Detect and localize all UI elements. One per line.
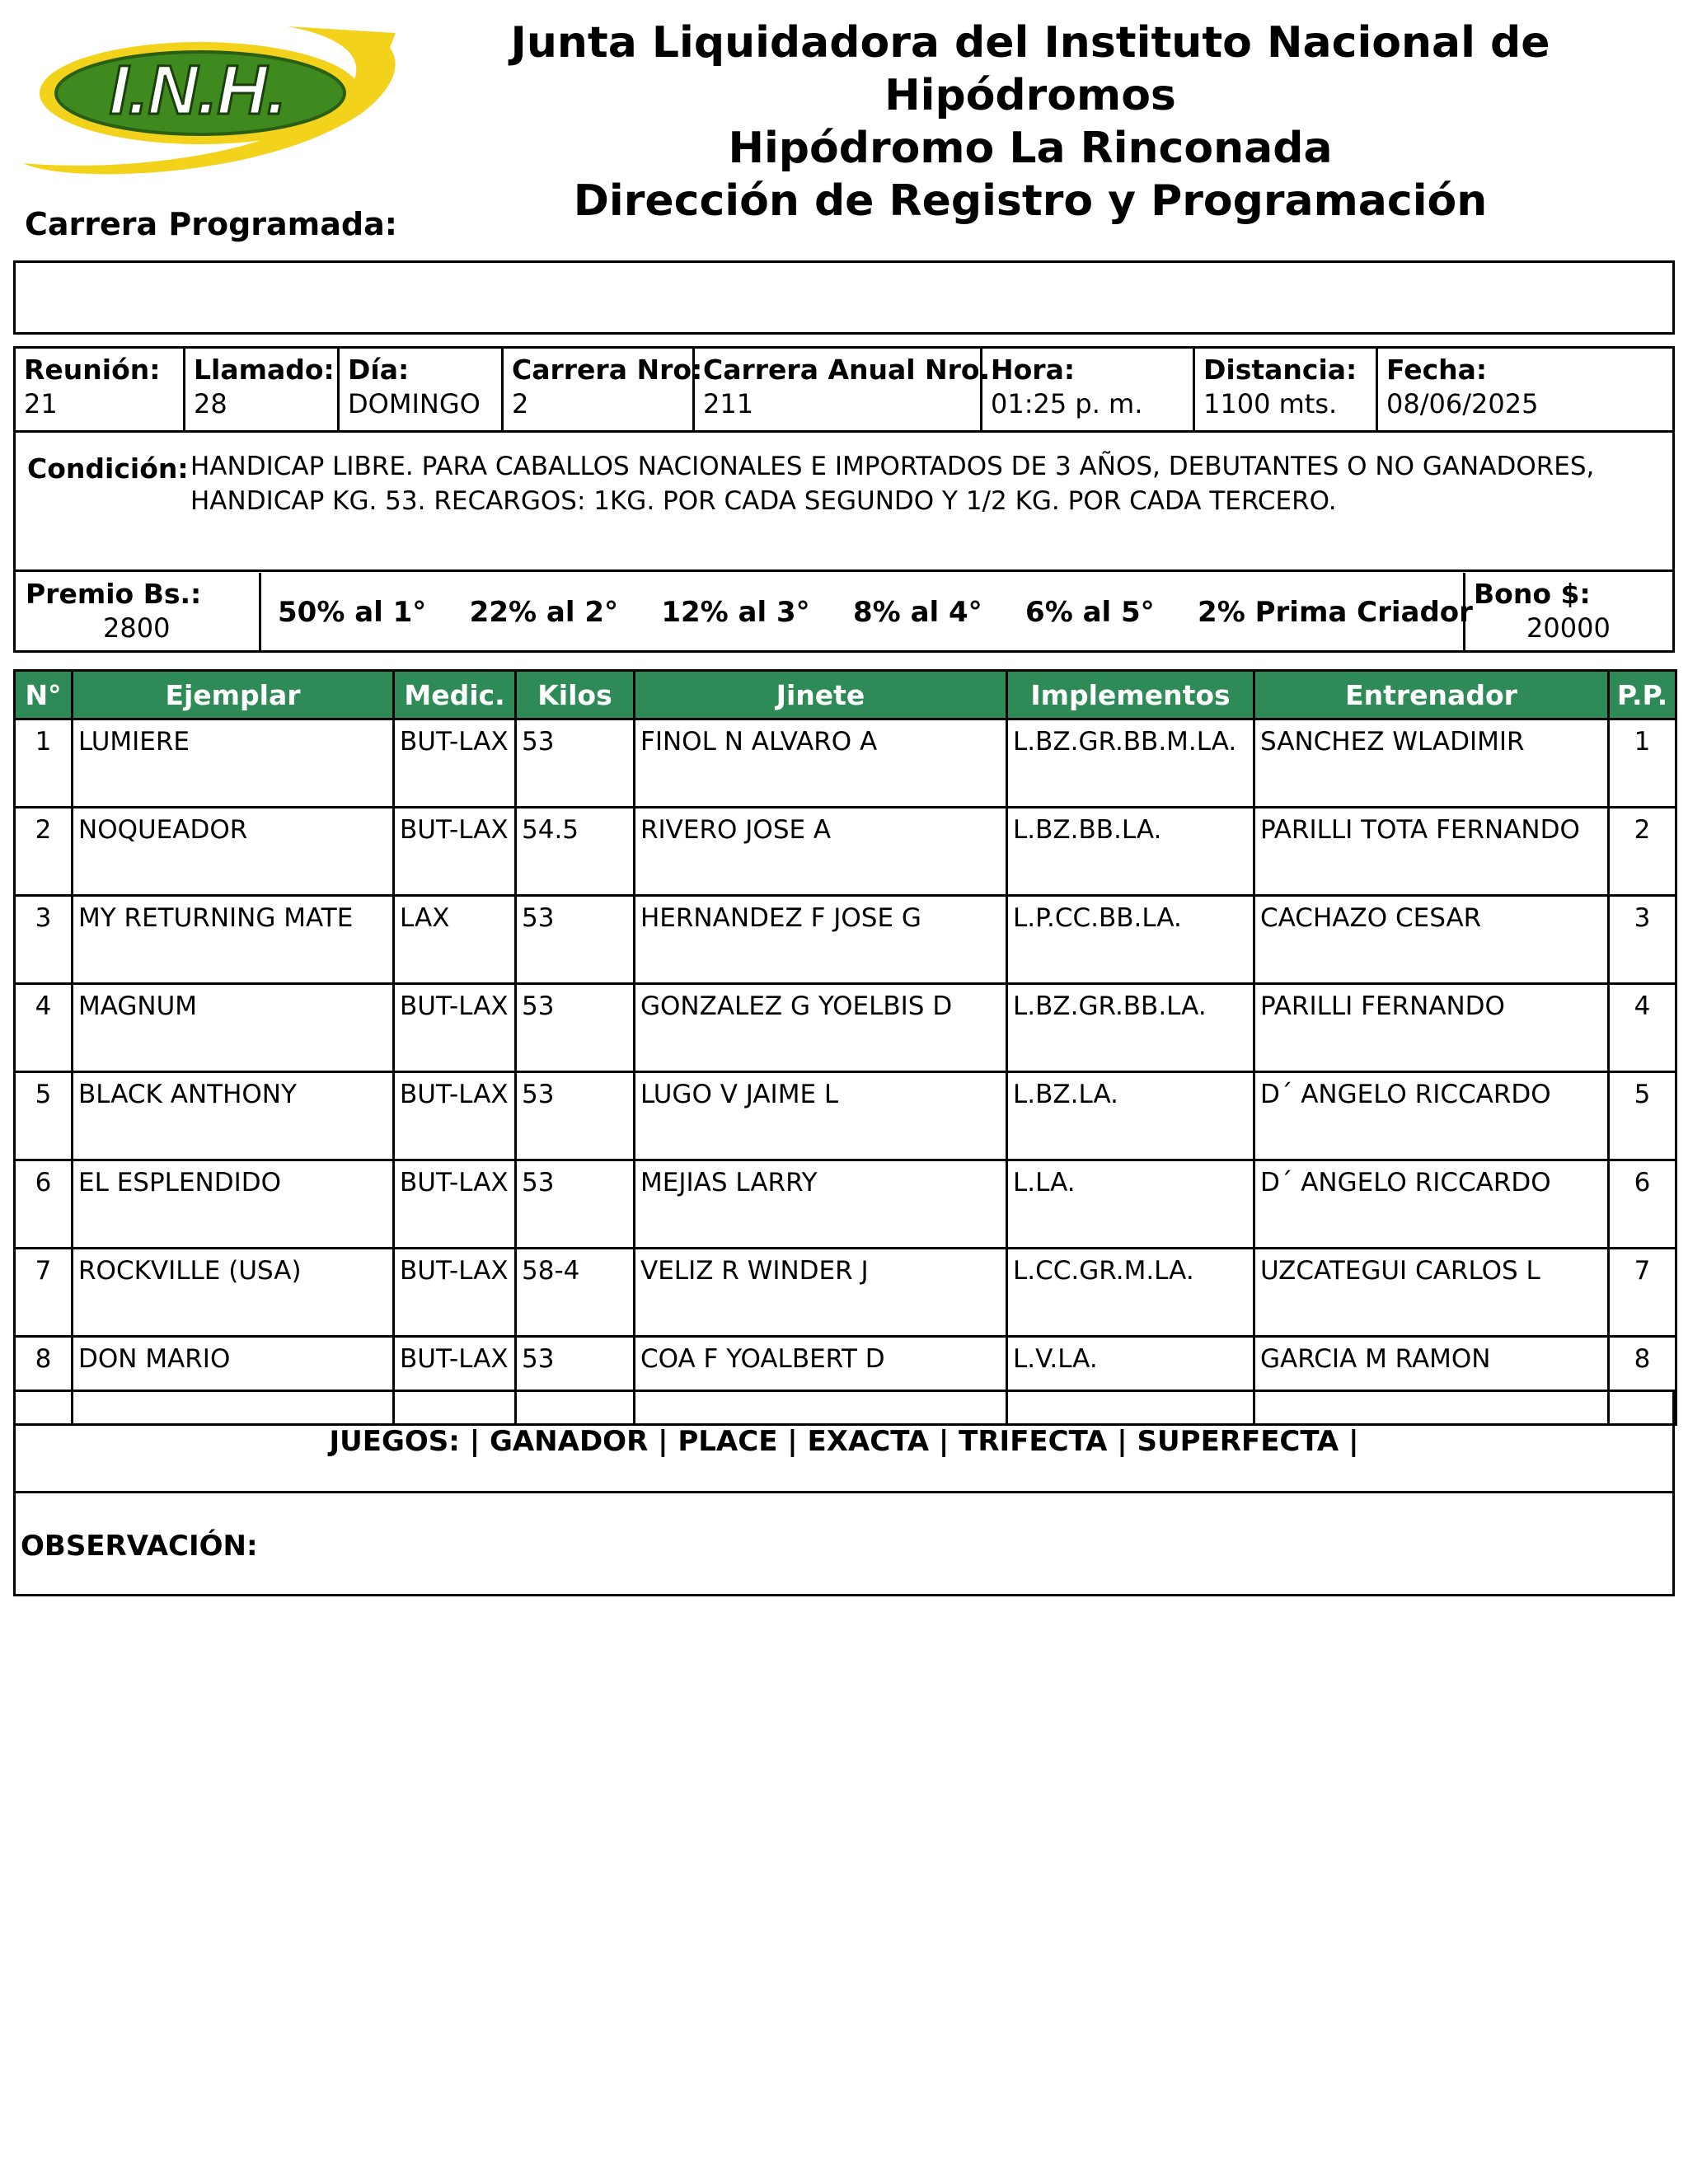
- table-row: [15, 1072, 1676, 1160]
- divider: [16, 569, 1672, 572]
- prize-splits: [278, 596, 1473, 629]
- logo-text: I.N.H.: [109, 51, 287, 129]
- inh-logo: [15, 15, 402, 180]
- cell-numero: 4: [15, 984, 73, 1072]
- cell-medic: BUT-LAX: [394, 808, 516, 896]
- header-line-3: Dirección de Registro y Programación: [573, 176, 1488, 226]
- carrera-programada-label: Carrera Programada:: [25, 206, 397, 242]
- cell-implementos: L.BZ.BB.LA.: [1007, 808, 1254, 896]
- bono-cell: [1463, 573, 1672, 653]
- cell-implementos: L.BZ.LA.: [1007, 1072, 1254, 1160]
- col-header-entrenador: Entrenador: [1254, 671, 1609, 719]
- premio-label: Premio Bs.:: [26, 578, 202, 610]
- cell-kilos: 54.5: [516, 808, 635, 896]
- premio-cell: [16, 573, 261, 653]
- hora-value: 01:25 p. m.: [991, 388, 1143, 419]
- col-header-kilos: Kilos: [516, 671, 635, 719]
- hora-label: Hora:: [991, 354, 1076, 386]
- dia-label: Día:: [348, 354, 410, 386]
- table-row: [15, 896, 1676, 984]
- table-row: [15, 719, 1676, 808]
- cell-entrenador: PARILLI TOTA FERNANDO: [1254, 808, 1609, 896]
- juegos-text: JUEGOS: | GANADOR | PLACE | EXACTA | TRIFECTA | SUPERFECTA |: [329, 1425, 1359, 1458]
- table-header-row: [15, 671, 1676, 719]
- col-header-ejemplar: Ejemplar: [73, 671, 394, 719]
- cell-pp: 4: [1609, 984, 1676, 1072]
- condicion-text: [190, 449, 1641, 518]
- carrera-nro-value: 2: [512, 388, 529, 419]
- dia-cell: [340, 349, 504, 433]
- cell-ejemplar: NOQUEADOR: [73, 808, 394, 896]
- cell-pp: 7: [1609, 1249, 1676, 1337]
- table-row: [15, 1249, 1676, 1337]
- hora-cell: [982, 349, 1195, 433]
- llamado-label: Llamado:: [194, 354, 335, 386]
- carrera-anual-cell: [695, 349, 1001, 433]
- document-header: [387, 16, 1673, 227]
- cell-entrenador: D´ ANGELO RICCARDO: [1254, 1072, 1609, 1160]
- distancia-label: Distancia:: [1203, 354, 1357, 386]
- cell-ejemplar: BLACK ANTHONY: [73, 1072, 394, 1160]
- split-4: 8% al 4°: [853, 596, 982, 629]
- bono-value: 20000: [1526, 612, 1611, 644]
- carrera-nro-label: Carrera Nro:: [512, 354, 703, 386]
- cell-entrenador: CACHAZO CESAR: [1254, 896, 1609, 984]
- cell-pp: 6: [1609, 1160, 1676, 1249]
- cell-medic: BUT-LAX: [394, 1160, 516, 1249]
- fecha-label: Fecha:: [1386, 354, 1488, 386]
- cell-implementos: L.V.LA.: [1007, 1337, 1254, 1425]
- cell-jinete: COA F YOALBERT D: [635, 1337, 1007, 1425]
- cell-numero: 1: [15, 719, 73, 808]
- cell-kilos: 53: [516, 896, 635, 984]
- divider: [16, 430, 1672, 433]
- observacion-box: [13, 1491, 1675, 1596]
- cell-kilos: 53: [516, 1337, 635, 1425]
- llamado-cell: [185, 349, 340, 433]
- cell-numero: 5: [15, 1072, 73, 1160]
- cell-implementos: L.P.CC.BB.LA.: [1007, 896, 1254, 984]
- carrera-anual-label: Carrera Anual Nro.:: [703, 354, 1001, 386]
- cell-medic: BUT-LAX: [394, 1072, 516, 1160]
- cell-pp: 5: [1609, 1072, 1676, 1160]
- carrera-programada-box: [13, 260, 1675, 335]
- cell-implementos: L.BZ.GR.BB.M.LA.: [1007, 719, 1254, 808]
- cell-kilos: 58-4: [516, 1249, 635, 1337]
- cell-ejemplar: LUMIERE: [73, 719, 394, 808]
- cell-jinete: GONZALEZ G YOELBIS D: [635, 984, 1007, 1072]
- table-row: [15, 808, 1676, 896]
- col-header-numero: N°: [15, 671, 73, 719]
- split-3: 12% al 3°: [661, 596, 810, 629]
- cell-ejemplar: EL ESPLENDIDO: [73, 1160, 394, 1249]
- cell-pp: 2: [1609, 808, 1676, 896]
- premio-value: 2800: [103, 612, 171, 644]
- cell-ejemplar: MAGNUM: [73, 984, 394, 1072]
- cell-implementos: L.LA.: [1007, 1160, 1254, 1249]
- condicion-line-2: HANDICAP KG. 53. RECARGOS: 1KG. POR CADA SEGUNDO Y 1/2 KG. POR CADA TERCERO.: [190, 486, 1337, 516]
- cell-pp: 8: [1609, 1337, 1676, 1425]
- col-header-implementos: Implementos: [1007, 671, 1254, 719]
- cell-entrenador: GARCIA M RAMON: [1254, 1337, 1609, 1425]
- split-prima-criador: 2% Prima Criador: [1198, 596, 1473, 629]
- cell-implementos: L.BZ.GR.BB.LA.: [1007, 984, 1254, 1072]
- cell-ejemplar: MY RETURNING MATE: [73, 896, 394, 984]
- juegos-box: [13, 1390, 1675, 1493]
- condicion-line-1: HANDICAP LIBRE. PARA CABALLOS NACIONALES E IMPORTADOS DE 3 AÑOS, DEBUTANTES O NO GANADORES,: [190, 452, 1595, 481]
- header-line-1: Junta Liquidadora del Instituto Nacional de Hipódromos: [510, 18, 1550, 120]
- cell-kilos: 53: [516, 1072, 635, 1160]
- cell-medic: BUT-LAX: [394, 719, 516, 808]
- cell-kilos: 53: [516, 1160, 635, 1249]
- observacion-label: OBSERVACIÓN:: [21, 1530, 258, 1563]
- col-header-medic: Medic.: [394, 671, 516, 719]
- distancia-value: 1100 mts.: [1203, 388, 1338, 419]
- header-line-2: Hipódromo La Rinconada: [728, 124, 1333, 173]
- cell-jinete: HERNANDEZ F JOSE G: [635, 896, 1007, 984]
- reunion-label: Reunión:: [24, 354, 161, 386]
- split-1: 50% al 1°: [278, 596, 427, 629]
- llamado-value: 28: [194, 388, 227, 419]
- cell-kilos: 53: [516, 984, 635, 1072]
- cell-entrenador: D´ ANGELO RICCARDO: [1254, 1160, 1609, 1249]
- reunion-cell: [16, 349, 185, 433]
- reunion-value: 21: [24, 388, 58, 419]
- cell-kilos: 53: [516, 719, 635, 808]
- cell-numero: 8: [15, 1337, 73, 1425]
- distancia-cell: [1195, 349, 1378, 433]
- bono-label: Bono $:: [1474, 578, 1591, 610]
- cell-jinete: MEJIAS LARRY: [635, 1160, 1007, 1249]
- entries-table: [13, 669, 1677, 1426]
- split-5: 6% al 5°: [1025, 596, 1155, 629]
- cell-ejemplar: ROCKVILLE (USA): [73, 1249, 394, 1337]
- cell-numero: 3: [15, 896, 73, 984]
- cell-entrenador: PARILLI FERNANDO: [1254, 984, 1609, 1072]
- carrera-nro-cell: [504, 349, 703, 433]
- cell-entrenador: UZCATEGUI CARLOS L: [1254, 1249, 1609, 1337]
- cell-medic: BUT-LAX: [394, 1249, 516, 1337]
- cell-jinete: VELIZ R WINDER J: [635, 1249, 1007, 1337]
- cell-pp: 3: [1609, 896, 1676, 984]
- cell-medic: BUT-LAX: [394, 984, 516, 1072]
- cell-numero: 2: [15, 808, 73, 896]
- cell-jinete: LUGO V JAIME L: [635, 1072, 1007, 1160]
- cell-medic: BUT-LAX: [394, 1337, 516, 1425]
- table-row: [15, 984, 1676, 1072]
- fecha-cell: [1378, 349, 1672, 433]
- col-header-pp: P.P.: [1609, 671, 1676, 719]
- cell-jinete: FINOL N ALVARO A: [635, 719, 1007, 808]
- cell-numero: 7: [15, 1249, 73, 1337]
- dia-value: DOMINGO: [348, 388, 481, 419]
- fecha-value: 08/06/2025: [1386, 388, 1539, 419]
- race-info-box: [13, 346, 1675, 653]
- split-2: 22% al 2°: [469, 596, 618, 629]
- cell-entrenador: SANCHEZ WLADIMIR: [1254, 719, 1609, 808]
- cell-ejemplar: DON MARIO: [73, 1337, 394, 1425]
- cell-medic: LAX: [394, 896, 516, 984]
- cell-numero: 6: [15, 1160, 73, 1249]
- condicion-label: Condición:: [27, 452, 189, 485]
- cell-jinete: RIVERO JOSE A: [635, 808, 1007, 896]
- cell-implementos: L.CC.GR.M.LA.: [1007, 1249, 1254, 1337]
- col-header-jinete: Jinete: [635, 671, 1007, 719]
- table-row: [15, 1160, 1676, 1249]
- cell-pp: 1: [1609, 719, 1676, 808]
- carrera-anual-value: 211: [703, 388, 754, 419]
